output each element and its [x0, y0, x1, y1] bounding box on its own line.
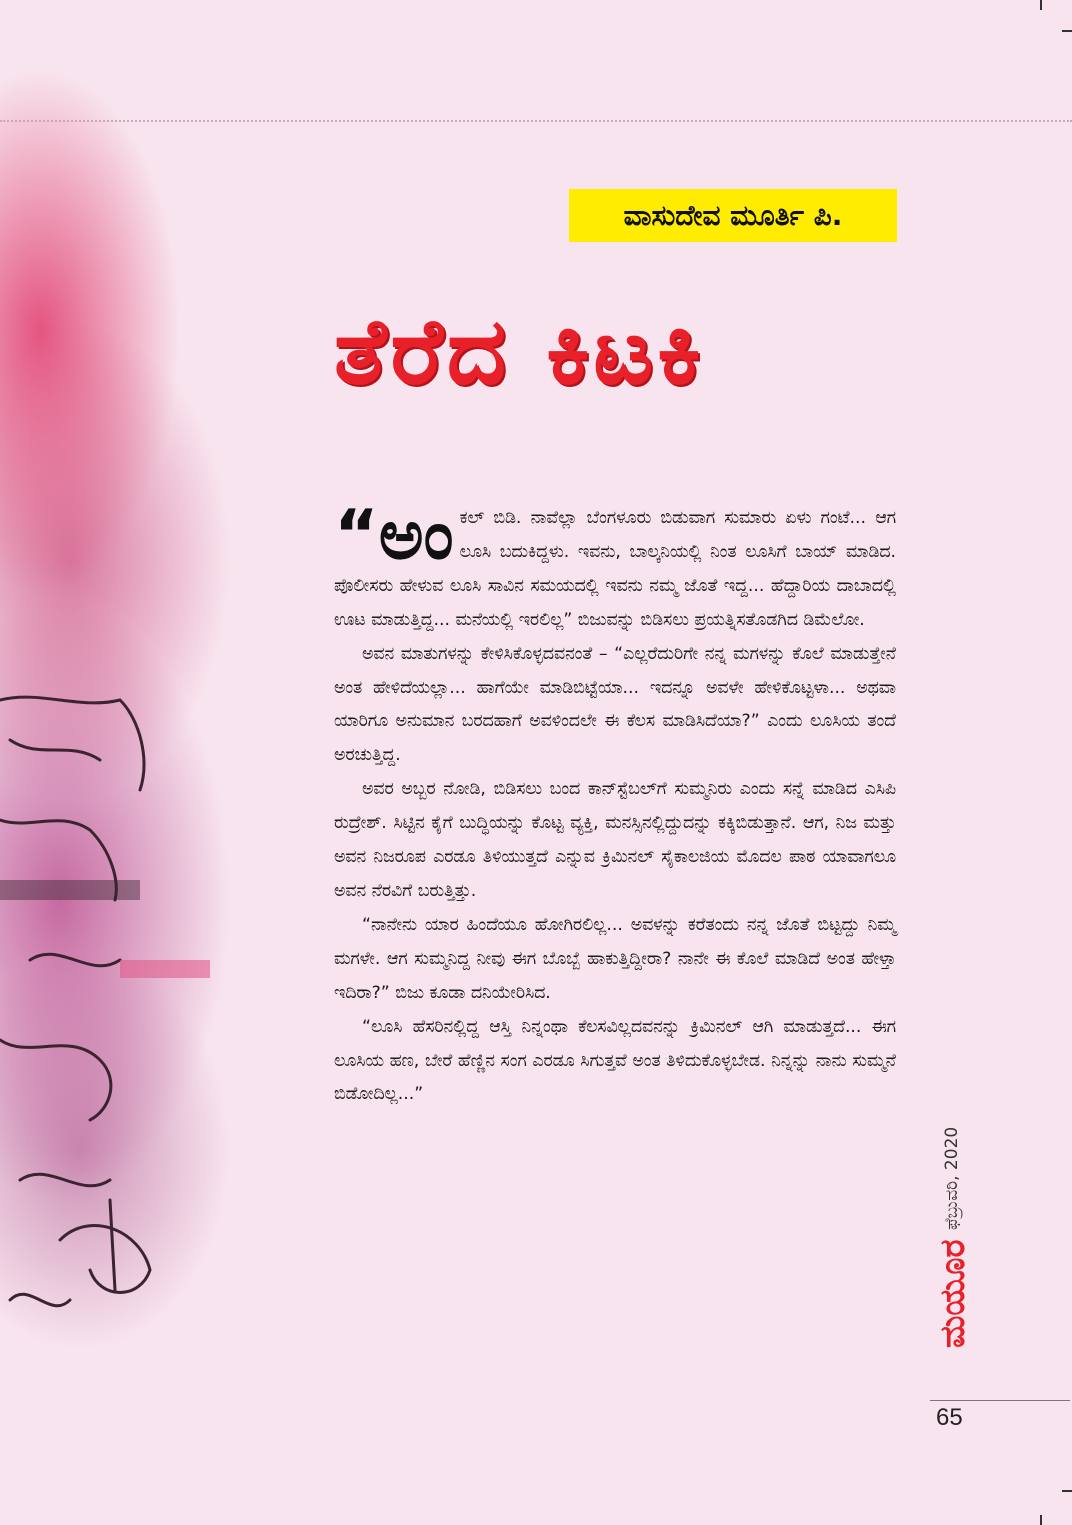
dotted-divider	[0, 120, 1072, 122]
drop-cap-letter: ಅಂ	[378, 496, 454, 575]
issue-date: ಫೆಬ್ರುವರಿ, 2020	[942, 1126, 962, 1230]
drop-quote: “	[334, 496, 379, 575]
article-body	[334, 496, 896, 1112]
article-title: ತೆರೆದ ಕಿಟಕಿ	[334, 298, 705, 405]
paragraph-3: ಅವರ ಅಬ್ಬರ ನೋಡಿ, ಬಿಡಿಸಲು ಬಂದ ಕಾನ್‌ಸ್ಟೆಬಲ್‌ಗೆ ಸುಮ್ಮನಿರು ಎಂದು ಸನ್ನೆ ಮಾಡಿದ ಎಸಿಪಿ ರುದ್ರೇಶ್. ಸಿಟ್ಟಿನ ಕೈಗೆ ಬುದ್ಧಿಯನ್ನು ಕೊಟ್ಟ ವ್ಯಕ್ತಿ, ಮನಸ್ಸಿನಲ್ಲಿದ್ದುದನ್ನು ಕಕ್ಕಿಬಿಡುತ್ತಾನೆ. ಆಗ, ನಿಜ ಮತ್ತು ಅವನ ನಿಜರೂಪ ಎರಡೂ ತಿಳಿಯುತ್ತದೆ ಎನ್ನುವ ಕ್ರಿಮಿನಲ್ ಸೈಕಾಲಜಿಯ ಮೊದಲ ಪಾಠ ಯಾವಾಗಲೂ ಅವನ ನೆರವಿಗೆ ಬರುತ್ತಿತ್ತು.	[334, 779, 896, 901]
paragraph-1	[334, 496, 896, 638]
author-byline: ವಾಸುದೇವ ಮೂರ್ತಿ ಪಿ.	[569, 189, 897, 242]
magazine-logo: ಮಯೂರ	[933, 1240, 973, 1349]
paragraph-5: “ಲೂಸಿ ಹೆಸರಿನಲ್ಲಿದ್ದ ಆಸ್ತಿ ನಿನ್ನಂಥಾ ಕೆಲಸವಿಲ್ಲದವನನ್ನು ಕ್ರಿಮಿನಲ್ ಆಗಿ ಮಾಡುತ್ತದೆ... ಈಗ ಲೂಸಿಯ ಹಣ, ಬೇರೆ ಹೆಣ್ಣಿನ ಸಂಗ ಎರಡೂ ಸಿಗುತ್ತವೆ ಅಂತ ತಿಳಿದುಕೊಳ್ಳಬೇಡ. ನಿನ್ನನ್ನು ನಾನು ಸುಮ್ಮನೆ ಬಿಡೋದಿಲ್ಲ...”	[334, 1016, 896, 1105]
page-number: 65	[936, 1404, 963, 1431]
crop-mark	[1062, 30, 1072, 32]
illustration	[0, 0, 260, 1525]
paragraph-4: “ನಾನೇನು ಯಾರ ಹಿಂದೆಯೂ ಹೋಗಿರಲಿಲ್ಲ... ಅವಳನ್ನು ಕರೆತಂದು ನನ್ನ ಜೊತೆ ಬಿಟ್ಟದ್ದು ನಿಮ್ಮ ಮಗಳೇ. ಆಗ ಸುಮ್ಮನಿದ್ದ ನೀವು ಈಗ ಬೊಬ್ಬೆ ಹಾಕುತ್ತಿದ್ದೀರಾ? ನಾನೇ ಈ ಕೊಲೆ ಮಾಡಿದೆ ಅಂತ ಹೇಳ್ತಾ ಇದಿರಾ?” ಬಿಜು ಕೂಡಾ ದನಿಯೇರಿಸಿದ.	[334, 914, 896, 1003]
crop-mark	[1062, 1490, 1072, 1492]
crop-mark	[1040, 0, 1042, 10]
paragraph-2: ಅವನ ಮಾತುಗಳನ್ನು ಕೇಳಿಸಿಕೊಳ್ಳದವನಂತೆ – “ಎಲ್ಲರೆದುರಿಗೇ ನನ್ನ ಮಗಳನ್ನು ಕೊಲೆ ಮಾಡುತ್ತೇನೆ ಅಂತ ಹೇಳಿದೆಯಲ್ಲಾ... ಹಾಗೆಯೇ ಮಾಡಿಬಿಟ್ಟೆಯಾ... ಇದನ್ನೂ ಅವಳೇ ಹೇಳಿಕೊಟ್ಟಳಾ... ಅಥವಾ ಯಾರಿಗೂ ಅನುಮಾನ ಬರದಹಾಗೆ ಅವಳಿಂದಲೇ ಈ ಕೆಲಸ ಮಾಡಿಸಿದೆಯಾ?” ಎಂದು ಲೂಸಿಯ ತಂದೆ ಅರಚುತ್ತಿದ್ದ.	[334, 643, 896, 766]
sketch-lines	[0, 0, 260, 1525]
paragraph-1-text: ಕಲ್ ಬಿಡಿ. ನಾವೆಲ್ಲಾ ಬೆಂಗಳೂರು ಬಿಡುವಾಗ ಸುಮಾರು ಏಳು ಗಂಟೆ... ಆಗ ಲೂಸಿ ಬದುಕಿದ್ದಳು. ಇವನು, ಬಾಲ್ಕನಿಯಲ್ಲಿ ನಿಂತ ಲೂಸಿಗೆ ಬಾಯ್ ಮಾಡಿದ. ಪೊಲೀಸರು ಹೇಳುವ ಲೂಸಿ ಸಾವಿನ ಸಮಯದಲ್ಲಿ ಇವನು ನಮ್ಮ ಜೊತೆ ಇದ್ದ... ಹೆದ್ದಾರಿಯ ದಾಬಾದಲ್ಲಿ ಊಟ ಮಾಡುತ್ತಿದ್ದ... ಮನೆಯಲ್ಲಿ ಇರಲಿಲ್ಲ” ಬಿಜುವನ್ನು ಬಿಡಿಸಲು ಪ್ರಯತ್ನಿಸತೊಡಗಿದ ಡಿಮೆಲೋ.	[334, 508, 896, 630]
crop-mark	[1040, 1515, 1042, 1525]
drop-cap	[334, 496, 454, 575]
page-number-rule	[930, 1400, 1070, 1401]
